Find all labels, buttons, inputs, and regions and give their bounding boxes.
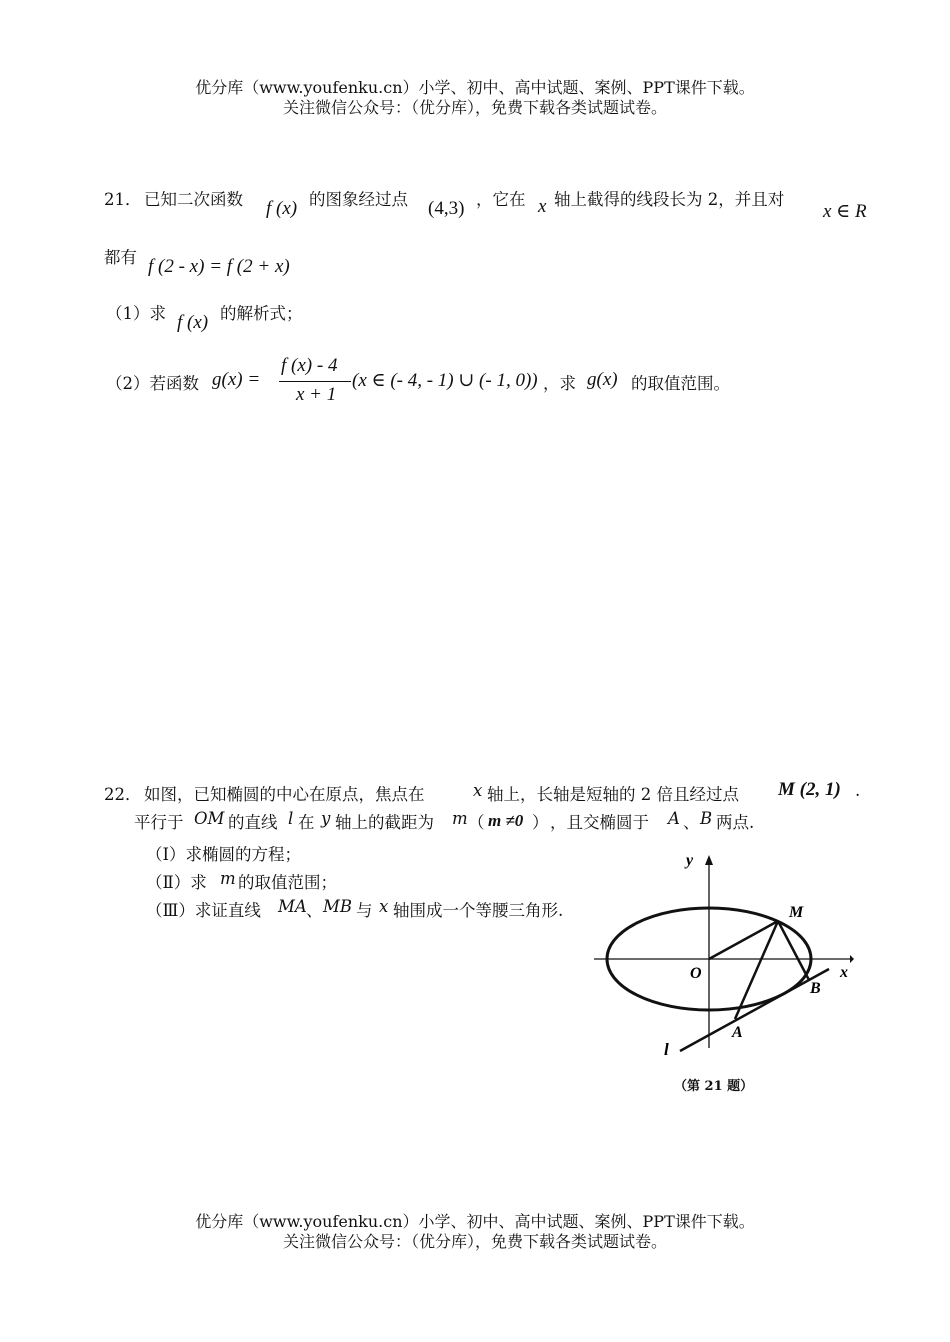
q21-part1-label: （1）求 (106, 304, 166, 323)
question-number: 22． (104, 785, 142, 804)
q22-line2-sep: 、 (683, 813, 700, 832)
q21-part1-function: f (x) (177, 312, 209, 333)
q21-line2-text: 都有 (104, 248, 137, 267)
q22-part3-sep: 、 (306, 901, 323, 920)
label-y: y (686, 852, 694, 869)
q22-part2-text: 的取值范围； (238, 873, 337, 892)
q22-part3-label: （Ⅲ）求证直线 (146, 901, 261, 920)
q22-part3-x: x (379, 897, 389, 916)
q22-part3-MA: MA (278, 897, 307, 916)
q21-var-x: x (538, 196, 547, 217)
footer-line-1: 优分库（www.youfenku.cn）小学、初中、高中试题、案例、PPT课件下载。 (195, 1212, 755, 1231)
q22-line2-l: l (288, 809, 294, 828)
q21-part1-text: 的解析式； (220, 304, 303, 323)
header-line-1: 优分库（www.youfenku.cn）小学、初中、高中试题、案例、PPT课件下载。 (195, 78, 755, 97)
question-number: 21． (104, 190, 142, 209)
fraction-numerator: f (x) - 4 (281, 355, 338, 376)
x-axis-arrow (850, 955, 854, 963)
q22-point-M: M (2, 1) (778, 779, 841, 800)
q22-line2-paren-open: （ (468, 813, 485, 832)
q22-line2-OM: OM (194, 809, 225, 828)
segment-OM (709, 921, 778, 959)
q22-line2-text-c: 在 (298, 813, 315, 832)
q21-function-f: f (x) (266, 198, 298, 219)
q22-line2-B: B (700, 809, 713, 828)
q22-part3-text-c: 轴围成一个等腰三角形. (393, 901, 564, 920)
q21-part2-g: g(x) = (212, 369, 261, 390)
q22-line2-m: m (452, 809, 468, 828)
label-l: l (664, 1040, 669, 1059)
q21-x-in-R: x ∈ R (823, 201, 867, 222)
q21-intro-text: 已知二次函数 (144, 190, 243, 209)
q22-m-condition: m ≠0 (488, 811, 524, 830)
q21-part2-g2: g(x) (587, 369, 618, 390)
q22-line2-text-b: 的直线 (228, 813, 278, 832)
q22-part2-label: （Ⅱ）求 (146, 873, 207, 892)
q21-intro-text-d: 轴上截得的线段长为 2，并且对 (554, 190, 785, 209)
q22-part3-MB: MB (323, 897, 353, 916)
q22-line1-end: . (855, 781, 861, 800)
header-line-2: 关注微信公众号：（优分库），免费下载各类试题试卷。 (282, 98, 667, 117)
footer-line-2: 关注微信公众号：（优分库），免费下载各类试题试卷。 (282, 1232, 667, 1251)
q21-intro-text-c: ，它在 (476, 190, 526, 209)
q22-part2-m: m (220, 869, 236, 888)
q22-line2-text-d: 轴上的截距为 (335, 813, 434, 832)
q21-intro-text-b: 的图象经过点 (309, 190, 408, 209)
q22-line1-text-b: 轴上，长轴是短轴的 2 倍且经过点 (487, 785, 739, 804)
q22-line2-text: 平行于 (134, 813, 184, 832)
ellipse-figure (588, 845, 858, 1060)
q21-part2-mid: ，求 (543, 374, 576, 393)
ellipse-diagram (588, 845, 858, 1060)
label-A: A (732, 1024, 743, 1041)
q21-point: (4,3) (428, 198, 465, 219)
q22-line1-x: x (473, 781, 483, 800)
q22-part1: （Ⅰ）求椭圆的方程； (146, 845, 302, 864)
label-x: x (840, 964, 848, 981)
q22-line2-text-e: ，且交椭圆于 (550, 813, 649, 832)
q21-part2-domain: (x ∈ (- 4, - 1) ∪ (- 1, 0)) (352, 370, 538, 391)
label-B: B (810, 980, 821, 997)
q22-line2-paren-close: ） (532, 813, 549, 832)
q22-part3-text-b: 与 (356, 901, 373, 920)
q21-part2-label: （2）若函数 (106, 374, 199, 393)
label-M: M (789, 904, 804, 921)
q22-line2-y: y (321, 809, 331, 828)
label-O: O (690, 965, 702, 982)
q21-part2-end: 的取值范围。 (631, 374, 730, 393)
q22-line2-A: A (668, 809, 680, 828)
q22-line2-text-f: 两点. (716, 813, 755, 832)
fraction-denominator: x + 1 (296, 384, 337, 405)
q22-line1-text: 如图，已知椭圆的中心在原点，焦点在 (144, 785, 425, 804)
y-axis-arrow (705, 855, 713, 865)
fraction-bar (279, 381, 351, 382)
figure-caption: （第 21 题） (674, 1079, 754, 1094)
q21-symmetry-condition: f (2 - x) = f (2 + x) (148, 256, 290, 277)
